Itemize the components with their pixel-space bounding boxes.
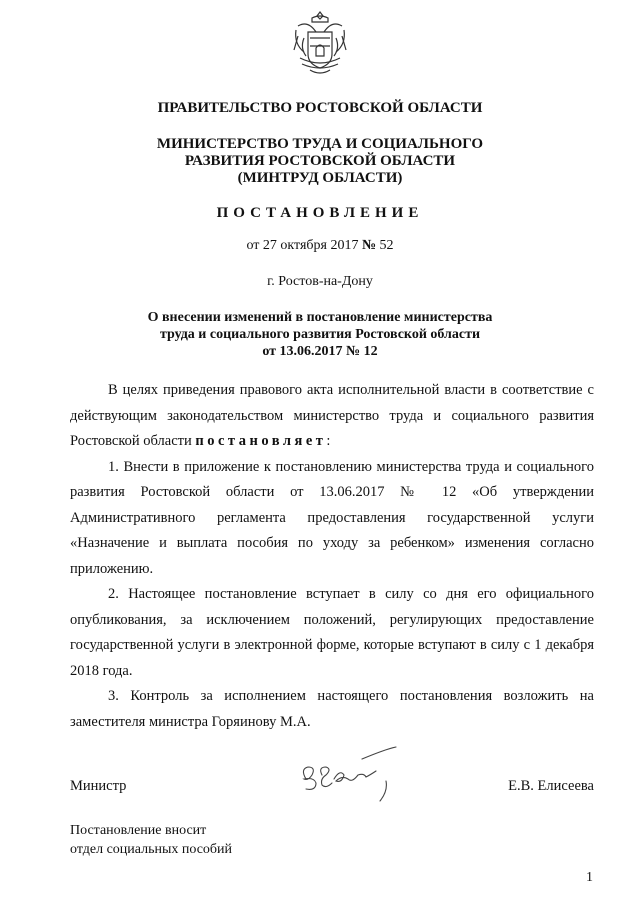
ministry-title	[0, 136, 640, 187]
subject-line-1: О внесении изменений в постановление министерства	[147, 310, 493, 325]
ministry-line-3: (МИНТРУД ОБЛАСТИ)	[237, 170, 403, 186]
document-number: 52	[379, 238, 394, 253]
footer-line-2: отдел социальных пособий	[70, 842, 233, 857]
number-sign: №	[361, 238, 377, 253]
item-1: 1. Внести в приложение к постановлению министерства труда и социального развития Ростовской области от 13.06.2017 № 12 «Об утверждении Административного регламента предоставления государственной услуги «Назначение и выплата пособия по уходу за ребенком» изменения согласно приложению.	[70, 458, 594, 577]
intro-end: :	[326, 433, 331, 449]
signer-position: Министр	[70, 778, 127, 794]
intro-text: В целях приведения правового акта исполнительной власти в соответствие с действующим законодательством министерство труда и социального развития Ростовской области	[70, 382, 594, 449]
resolves-word: постановляет	[195, 433, 327, 449]
document-subject	[0, 309, 640, 360]
document-city: г. Ростов-на-Дону	[267, 274, 373, 289]
government-title: ПРАВИТЕЛЬСТВО РОСТОВСКОЙ ОБЛАСТИ	[157, 100, 483, 116]
item-3: 3. Контроль за исполнением настоящего постановления возложить на заместителя министра Горяинову М.А.	[70, 688, 594, 730]
date-text: от 27 октября 2017	[246, 238, 359, 253]
intro-paragraph	[70, 378, 594, 455]
footer-note	[70, 821, 232, 859]
coat-of-arms-icon	[290, 8, 350, 80]
document-date	[0, 238, 640, 254]
page-number: 1	[586, 870, 593, 885]
document-type: ПОСТАНОВЛЕНИЕ	[216, 205, 424, 221]
ministry-line-2: РАЗВИТИЯ РОСТОВСКОЙ ОБЛАСТИ	[184, 153, 456, 169]
document-body	[70, 378, 594, 735]
subject-line-2: труда и социального развития Ростовской области	[159, 327, 481, 342]
item-2: 2. Настоящее постановление вступает в силу со дня его официального опубликования, за исключением положений, регулирующих предоставление государственной услуги в электронной форме, которые вступают в силу с 1 декабря 2018 года.	[70, 586, 594, 679]
footer-line-1: Постановление вносит	[70, 823, 207, 838]
handwritten-signature	[290, 745, 410, 805]
subject-line-3: от 13.06.2017 № 12	[262, 344, 378, 359]
signer-name: Е.В. Елисеева	[508, 778, 594, 794]
ministry-line-1: МИНИСТЕРСТВО ТРУДА И СОЦИАЛЬНОГО	[156, 136, 484, 152]
